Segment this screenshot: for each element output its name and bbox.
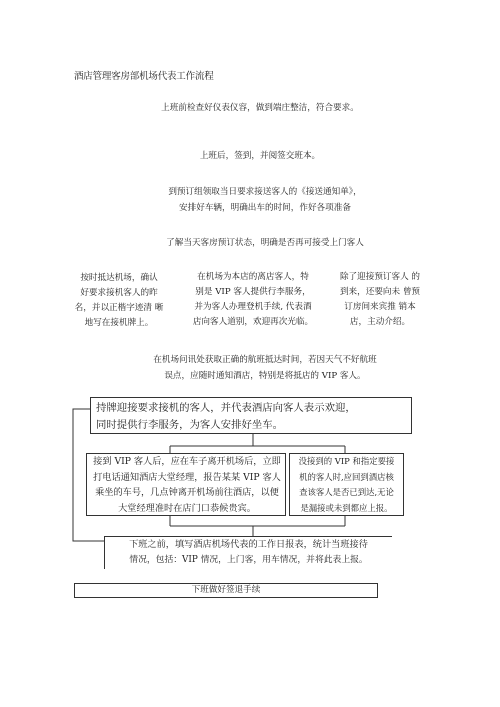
col1-line: 地写在接机牌上。 [84,318,154,328]
box3-line: 是漏接或未到都应上报。 [300,502,393,513]
step-check-appearance: 上班前检查好仪表仪容，做到端庄整洁，符合要求。 [161,103,359,113]
box-sign-out [74,583,378,598]
box2-line: 接到 VIP 客人后，应在车子离开机场后，立即 [93,456,281,467]
box2-line: 打电话通知酒店大堂经理，报告某某 VIP 客人 [93,471,281,483]
box-greet-guest [90,397,412,434]
step-check-room-status: 了解当天客房预订状态，明确是否再可接受上门客人 [166,238,364,248]
box5-text: 下班做好签退手续 [191,585,261,595]
page-title: 酒店管理客房部机场代表工作流程 [74,71,214,82]
col2-line: 店向客人道别，欢迎再次光临。 [192,317,314,327]
col1-line: 好要求接机客人的昨 [80,288,158,298]
col2-line: 别是 VIP 客人提供行李服务， [195,287,311,297]
col3-line: 订房间来宾推 销本 [344,302,416,312]
box-vip-missed [289,453,404,516]
box2-line: 乘坐的车号，几点钟离开机场前往酒店，以便 [95,487,279,498]
box3-line: 机的客人时,应回到酒店核 [299,471,394,482]
col3-line: 到来，还要向未 曾预 [339,287,421,297]
col1-line: 按时抵达机场，确认 [80,273,158,283]
box-vip-received [86,453,286,516]
step-sign-in: 上班后，签到，并阅签交班本。 [199,151,321,161]
box4-line2: 情况，包括：VIP 情况，上门客，用车情况，并将此表上报。 [129,554,368,565]
box-daily-report [104,536,392,569]
box1-line1: 持牌迎接要求接机的客人，并代表酒店向客人表示欢迎， [96,402,356,414]
box4-line1: 下班之前，填写酒店机场代表的工作日报表，统计当班接待 [129,539,368,550]
step-flight-info-line2: 误点，应随时通知酒店，特别是将抵店的 VIP 客人。 [164,371,366,381]
col3-line: 除了迎接预订客人 的 [339,272,421,282]
box3-line: 没接到的 VIP 和指定要接 [298,456,395,466]
col2-line: 在机场为本店的离店客人，特 [197,272,309,282]
col2-line: 并为客人办理登机手续, 代表酒 [194,302,312,312]
col1-line: 名，并以正楷字迹清 晰 [74,303,164,313]
step-collect-notice-line1: 到预订组领取当日要求接送客人的《接送通知单》， [168,187,362,197]
box2-line: 大堂经理准时在店门口恭候贵宾。 [118,502,256,514]
step-collect-notice-line2: 安排好车辆，明确出车的时间，作好各项准备 [179,203,351,213]
box1-line2: 同时提供行李服务，为客人安排好坐车。 [96,419,284,431]
col3-line: 店，主动介绍。 [349,317,411,327]
step-flight-info-line1: 在机场问讯处获取正确的航班抵达时间，若因天气不好航班 [153,355,377,365]
box3-line: 查该客人是否已到达,无论 [299,487,394,497]
